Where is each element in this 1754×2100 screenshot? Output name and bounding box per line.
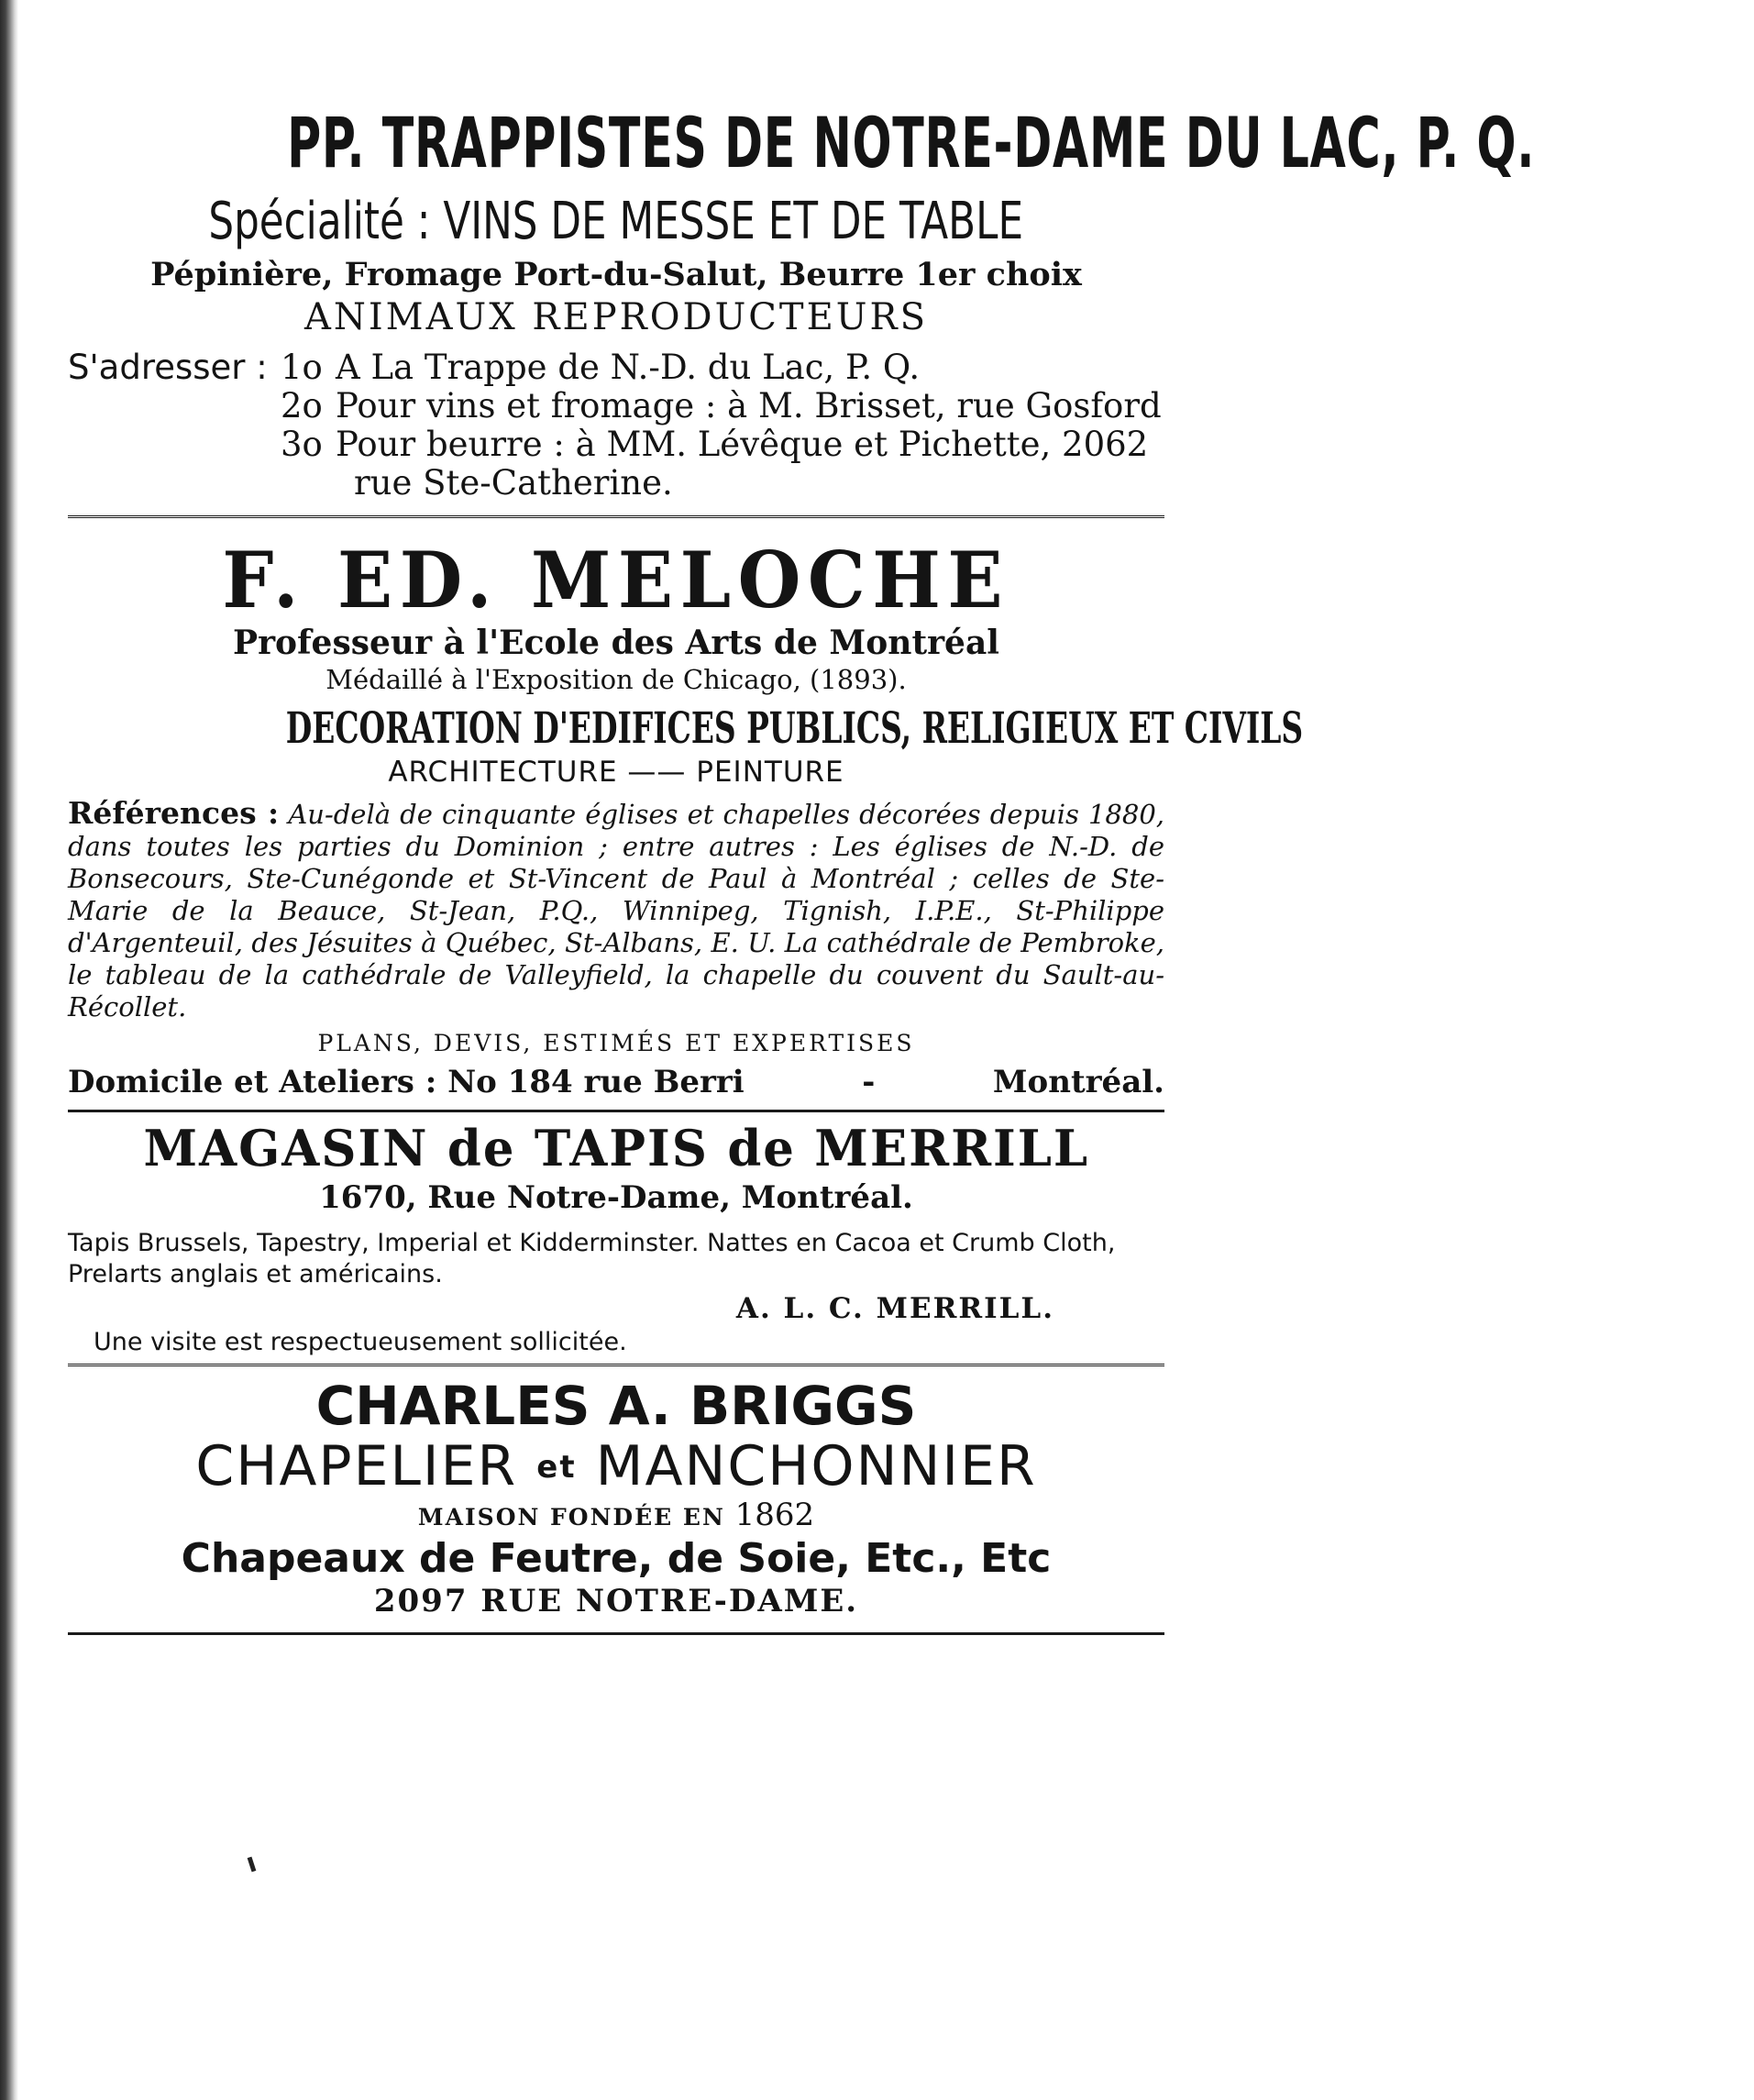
trappistes-products: Pépinière, Fromage Port-du-Salut, Beurre 1er choix [150,256,1082,293]
meloche-domicile: Domicile et Ateliers : No 184 rue Berri - Montréal. [68,1064,1164,1100]
advertisement-page [68,99,1536,1635]
references-label: Références : [68,795,280,831]
section-divider [68,1110,1164,1112]
address-label: S'adresser : [68,348,268,387]
meloche-profession: Professeur à l'Ecole des Arts de Montréal [233,624,999,662]
briggs-founded: MAISON FONDÉE EN 1862 [417,1497,815,1533]
briggs-hats: Chapeaux de Feutre, de Soie, Etc., Etc [181,1535,1052,1582]
page-edge-shadow [0,0,18,2100]
meloche-plans: PLANS, DEVIS, ESTIMÉS ET EXPERTISES [317,1030,915,1056]
merrill-description: Tapis Brussels, Tapestry, Imperial et Kidderminster. Nattes en Cacoa et Crumb Cloth, Prelarts anglais et américains. [68,1229,1116,1288]
meloche-disciplines: ARCHITECTURE —— PEINTURE [388,756,844,789]
ink-speck [248,1857,257,1873]
merrill-address: 1670, Rue Notre-Dame, Montréal. [319,1179,913,1216]
merrill-name: MAGASIN de TAPIS de MERRILL [143,1119,1089,1177]
merrill-visit: Une visite est respectueusement sollicitée. [94,1328,627,1356]
meloche-name: F. ED. MELOCHE [222,535,1010,625]
address-line: 1o A La Trappe de N.-D. du Lac, P. Q. [281,348,921,387]
trappistes-addresses [68,348,1164,503]
address-line: 2o Pour vins et fromage : à M. Brisset, rue Gosford [281,386,1162,426]
meloche-advert [68,535,1304,1104]
merrill-advert [68,1118,1164,1358]
trappistes-speciality: Spécialité : VINS DE MESSE ET DE TABLE [208,192,1024,251]
trappistes-advert [68,99,1536,503]
meloche-references [68,797,1164,1023]
section-divider [68,1632,1164,1635]
briggs-trade: CHAPELIER et MANCHONNIER [195,1434,1037,1498]
address-line: 3o Pour beurre : à MM. Lévêque et Pichette, 2062 [281,425,1149,464]
merrill-signature: A. L. C. MERRILL. [735,1292,1054,1325]
briggs-advert [68,1376,1164,1619]
address-continuation: rue Ste-Catherine. [354,463,673,503]
section-divider [68,515,1164,522]
briggs-name: CHARLES A. BRIGGS [315,1375,917,1437]
trappistes-title: PP. TRAPPISTES DE NOTRE-DAME DU LAC, P. Q. [287,102,1536,183]
briggs-street: 2097 RUE NOTRE-DAME. [373,1583,859,1619]
meloche-decoration: DECORATION D'EDIFICES PUBLICS, RELIGIEUX ET CIVILS [285,703,1304,754]
references-text: Au-delà de cinquante églises et chapelles décorées depuis 1880, dans toutes les parties du Dominion ; entre autres : Les églises de N.-D. de Bonsecours, Ste-Cunégonde et St-Vincent de Paul à Montréal ; celles de Ste-Marie de la Beauce, St-Jean, P.Q., Winnipeg, Tignish, I.P.E., St-Philippe d'Argenteuil, des Jésuites à Québec, St-Albans, E. U. La cathédrale de Pembroke, le tableau de la cathédrale de Valleyfield, la chapelle du couvent du Sault-au-Récollet. [68,799,1165,1022]
meloche-medal: Médaillé à l'Exposition de Chicago, (1893). [325,664,907,695]
section-divider [68,1364,1164,1370]
trappistes-animals: ANIMAUX REPRODUCTEURS [303,296,929,338]
